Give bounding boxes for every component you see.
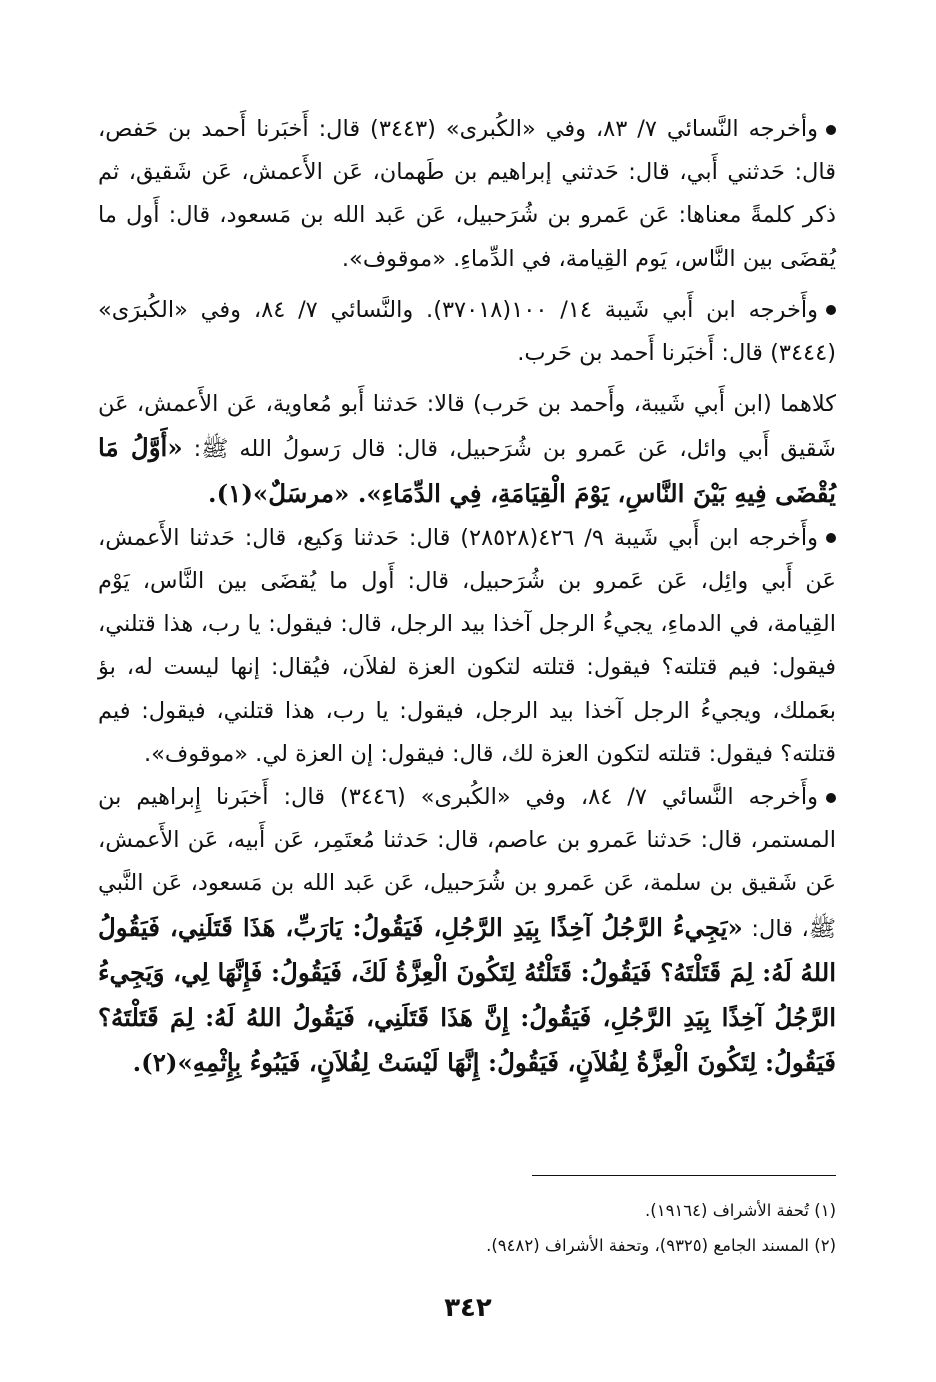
paragraph-waki [98,517,836,776]
page-body [98,108,836,1086]
paragraph-nasai-mustamir [98,776,836,1086]
paragraph-text: كلاهما (ابن أَبي شَيبة، وأَحمد بن حَرب) قالا: حَدثنا أَبو مُعاوية، عَن الأَعمش، عَن شَقيق أَبي وائل، عَن عَمرو بن شُرَحبيل، قال: قال رَسولُ الله ﷺ: [98,391,836,463]
paragraph-ibn-abi-shaybah [98,289,836,375]
paragraph-nasai-ibn-tahman [98,108,836,281]
paragraph-text: وأخرجه النَّسائي ٧/ ٨٣، وفي «الكُبرى» (٣٤٤٣) قال: أَخبَرنا أَحمد بن حَفص، قال: حَدثني أَبي، قال: حَدثني إبراهيم بن طَهمان، عَن الأَعمش، عَن شَقيق، ثم ذكر كلمةً معناها: عَن عَمرو بن شُرَحبيل، عَن عَبد الله بن مَسعود، قال: أَول ما يُقضَى بين النَّاس، يَوم القِيامة، في الدِّماءِ. «موقوف». [98,116,836,272]
footnote-1: (١) تُحفة الأشراف (١٩١٦٤). [645,1201,836,1220]
paragraph-text: وأَخرجه النَّسائي ٧/ ٨٤، وفي «الكُبرى» (٣٤٤٦) قال: أَخبَرنا إِبراهيم بن المستمر، قال: حَدثنا عَمرو بن عاصم، قال: حَدثنا مُعتَمِر، عَن أَبيه، عَن الأَعمش، عَن شَقيق بن سلمة، عَن عَمرو بن شُرَحبيل، عَن عَبد الله بن مَسعود، عَن النَّبي ﷺ، قال: [98,784,837,942]
page-number: ٣٤٢ [444,1293,492,1323]
hadith-text: «أَوَّلُ مَا يُقْضَى فِيهِ بَيْنَ النَّاسِ، يَوْمَ الْقِيَامَةِ، فِي الدِّمَاءِ». «مرسَلٌ»(١). [98,433,836,508]
bullet-icon [826,533,836,543]
paragraph-text: وأَخرجه ابن أَبي شَيبة ١٤/ ١٠٠(٣٧٠١٨). والنَّسائي ٧/ ٨٤، وفي «الكُبرَى» (٣٤٤٤) قال: أَخبَرنا أَحمد بن حَرب. [98,296,836,367]
footnote-separator [532,1175,836,1176]
bullet-icon [826,125,836,135]
bullet-icon [826,305,836,315]
bullet-icon [826,793,836,803]
paragraph-both-narrators [98,383,836,517]
footnote-2: (٢) المسند الجامع (٩٣٢٥)، وتحفة الأشراف (٩٤٨٢). [486,1236,836,1255]
hadith-text: «يَجِيءُ الرَّجُلُ آخِذًا بِيَدِ الرَّجُلِ، فَيَقُولُ: يَارَبِّ، هَذَا قَتَلَنِي، فَيَقُولُ اللهُ لَهُ: لِمَ قَتَلْتَهُ؟ فَيَقُولُ: قَتَلْتُهُ لِتَكُونَ الْعِزَّةُ لَكَ، فَيَقُولُ: فَإِنَّهَا لِي، وَيَجِيءُ الرَّجُلُ آخِذًا بِيَدِ الرَّجُلِ، فَيَقُولُ: إِنَّ هَذَا قَتَلَنِي، فَيَقُولُ اللهُ لَهُ: لِمَ قَتَلْتَهُ؟ فَيَقُولُ: لِتَكُونَ الْعِزَّةُ لِفُلاَنٍ، فَيَقُولُ: إِنَّهَا لَيْسَتْ لِفُلاَنٍ، فَيَبُوءُ بِإِثْمِهِ»(٢). [98,912,836,1078]
paragraph-text: وأَخرجه ابن أَبي شَيبة ٩/ ٤٢٦(٢٨٥٢٨) قال: حَدثنا وَكيع، قال: حَدثنا الأَعمش، عَن أَبي وائِل، عَن عَمرو بن شُرَحبيل، قال: أَول ما يُقضَى بين النَّاس، يَوْم القِيامة، في الدماءِ، يجيءُ الرجل آخذا بيد الرجل، قال: فيقول: يا رب، هذا قتلني، فيقول: فيم قتلته؟ فيقول: قتلته لتكون العزة لفلاَن، فيُقال: إنها ليست له، بؤ بعَملك، ويجيءُ الرجل آخذا بيد الرجل، فيقول: يا رب، هذا قتلني، فيقول: فيم قتلته؟ فيقول: قتلته لتكون العزة لك، قال: فيقول: إن العزة لي. «موقوف». [98,524,836,767]
footnotes [98,1193,836,1263]
